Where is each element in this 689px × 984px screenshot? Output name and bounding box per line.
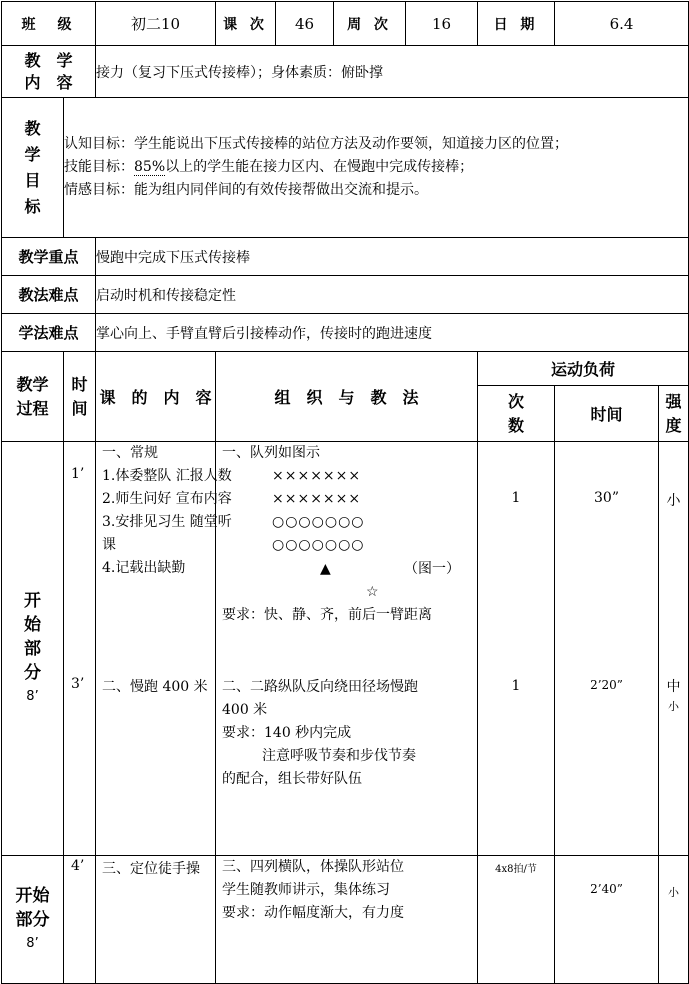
section2-org-line: 学生随教师讲示，集体练习: [222, 882, 390, 898]
section2-intensity: 小: [668, 886, 679, 899]
content-label: [2, 46, 96, 98]
section2-intensity-cell: [659, 856, 689, 984]
count-header: [478, 386, 555, 442]
section1-organization: [216, 442, 478, 856]
section1-time-b: 3’: [71, 676, 85, 692]
time-header: [64, 352, 96, 442]
learning-difficulty-value: 掌心向上、手臂直臂后引接棒动作，传接时的跑进速度: [96, 314, 689, 352]
section2-org-line: 三、四列横队，体操队形站位: [222, 859, 404, 875]
skill-goal-rest: 以上的学生能在接力区内、在慢跑中完成传接棒；: [165, 159, 474, 175]
section2-row: [2, 856, 689, 984]
formation-row: ○○○○○○○: [272, 514, 365, 530]
load-header: 运动负荷: [478, 352, 689, 386]
section1-intensity-a: 小: [666, 493, 681, 509]
section1-name: [2, 442, 64, 856]
time-header-line2: 间: [71, 398, 88, 418]
figure-label: （图一）: [404, 561, 460, 577]
section1-content: [96, 442, 232, 856]
section1-name-char: 开: [24, 590, 41, 611]
section2-count: 4x8拍/节: [495, 864, 537, 875]
routine-line: 2.师生问好 宣布内容: [102, 491, 232, 507]
intensity-header-line1: 强: [665, 391, 682, 411]
content-label-line1: 教 学: [24, 50, 73, 70]
routine-line: 3.安排见习生 随堂听: [102, 514, 232, 530]
section1-counts: [478, 442, 555, 856]
key-point-value: 慢跑中完成下压式传接棒: [96, 238, 689, 276]
teaching-difficulty-value: 启动时机和传接稳定性: [96, 276, 689, 314]
lesson-value: 46: [276, 2, 334, 46]
key-point-row: [2, 238, 689, 276]
section2-time-cell: [64, 856, 96, 984]
intensity-header-line2: 度: [665, 415, 682, 435]
week-value: 16: [406, 2, 478, 46]
section1-time-a: 1’: [71, 466, 85, 482]
content-header: 课 的 内 容: [96, 352, 216, 442]
goals-label-char: 标: [24, 196, 41, 216]
skill-goal-percent: 85%: [134, 159, 166, 175]
routine-line: 一、常规: [102, 445, 158, 461]
section2-total: 8’: [26, 935, 39, 951]
teaching-difficulty-label: 教法难点: [2, 276, 96, 314]
formation-row: ○○○○○○○: [272, 537, 365, 553]
goals-label-char: 目: [24, 170, 41, 190]
org-b-line: 要求：140 秒内完成: [222, 725, 352, 741]
teacher-symbol: ▲: [320, 561, 331, 577]
content-value: 接力（复习下压式传接棒）；身体素质：俯卧撑: [96, 46, 689, 98]
key-point-label: 教学重点: [2, 238, 96, 276]
class-value: 初二10: [96, 2, 216, 46]
time-header-line1: 时: [71, 374, 88, 394]
formation-row: ×××××××: [272, 468, 362, 484]
formation-row: ×××××××: [272, 491, 362, 507]
org-a-requirement: 要求：快、静、齐，前后一臂距离: [222, 607, 432, 623]
section1-duration-b: 2’20”: [590, 678, 623, 692]
section1-count-a: 1: [511, 490, 521, 506]
learning-difficulty-label: 学法难点: [2, 314, 96, 352]
section2-name: [2, 856, 64, 984]
goals-label-char: 教: [24, 118, 41, 138]
section1-intensity-b-sub: 小: [668, 700, 679, 713]
content-row: [2, 46, 689, 98]
affective-goal: 情感目标：能为组内同伴间的有效传接帮做出交流和提示。: [64, 182, 428, 198]
lesson-label: 课 次: [216, 2, 276, 46]
organization-header: 组 织 与 教 法: [216, 352, 478, 442]
teaching-difficulty-row: [2, 276, 689, 314]
org-a-title: 一、队列如图示: [222, 445, 320, 461]
duration-header: 时间: [555, 386, 659, 442]
week-label: 周 次: [334, 2, 406, 46]
section1-intensity-b: 中: [666, 679, 681, 695]
org-b-line: 二、二路纵队反向绕田径场慢跑: [222, 679, 418, 695]
content-label-line2: 内 容: [24, 72, 73, 92]
section1-intensities: [659, 442, 689, 856]
routine-line: 课: [102, 537, 116, 553]
goals-label: [2, 98, 64, 238]
section2-organization: [216, 856, 478, 984]
section1-name-char: 部: [24, 638, 41, 659]
star-symbol: ☆: [366, 584, 379, 600]
header-row: [2, 2, 689, 46]
org-b-line: 400 米: [222, 702, 268, 718]
cognitive-goal: 认知目标：学生能说出下压式传接棒的站位方法及动作要领，知道接力区的位置；: [64, 136, 568, 152]
org-b-line: 的配合，组长带好队伍: [222, 771, 362, 787]
column-header-row: [2, 352, 689, 386]
process-header-line2: 过程: [16, 398, 49, 418]
section1-content-b: 二、慢跑 400 米: [102, 679, 208, 695]
date-value: 6.4: [555, 2, 689, 46]
section2-content: 三、定位徒手操: [102, 861, 200, 877]
section1-durations: [555, 442, 659, 856]
class-label: 班 级: [2, 2, 96, 46]
count-header-line1: 次: [507, 391, 524, 411]
section1-duration-a: 30”: [594, 490, 619, 506]
date-label: 日 期: [478, 2, 555, 46]
goals-text: [64, 98, 689, 238]
section1-row: [2, 442, 689, 856]
section1-name-char: 分: [24, 662, 41, 683]
process-header-line1: 教学: [16, 374, 49, 394]
process-header: [2, 352, 64, 442]
lesson-plan-table: [1, 1, 689, 984]
section1-total: 8’: [26, 688, 39, 704]
count-header-line2: 数: [507, 415, 524, 435]
org-b-line: 注意呼吸节奏和步伐节奏: [262, 748, 416, 764]
intensity-header: [659, 386, 689, 442]
goals-label-char: 学: [24, 144, 41, 164]
routine-line: 1.体委整队 汇报人数: [102, 468, 232, 484]
section1-count-b: 1: [511, 678, 521, 694]
section2-name-line1: 开始: [15, 885, 50, 906]
section1-content-a: [102, 442, 232, 580]
section2-org-line: 要求：动作幅度渐大，有力度: [222, 905, 404, 921]
skill-goal: [64, 156, 688, 179]
section2-content-cell: [96, 856, 216, 984]
goals-row: [2, 98, 689, 238]
skill-goal-prefix: 技能目标：: [64, 159, 134, 175]
section2-time: 4’: [71, 858, 85, 874]
section2-count-cell: [478, 856, 555, 984]
learning-difficulty-row: [2, 314, 689, 352]
section2-name-line2: 部分: [15, 909, 50, 930]
section1-name-char: 始: [24, 614, 41, 635]
section2-duration-cell: [555, 856, 659, 984]
section2-duration: 2’40”: [590, 882, 623, 896]
routine-line: 4.记载出缺勤: [102, 560, 186, 576]
section1-times: [64, 442, 96, 856]
